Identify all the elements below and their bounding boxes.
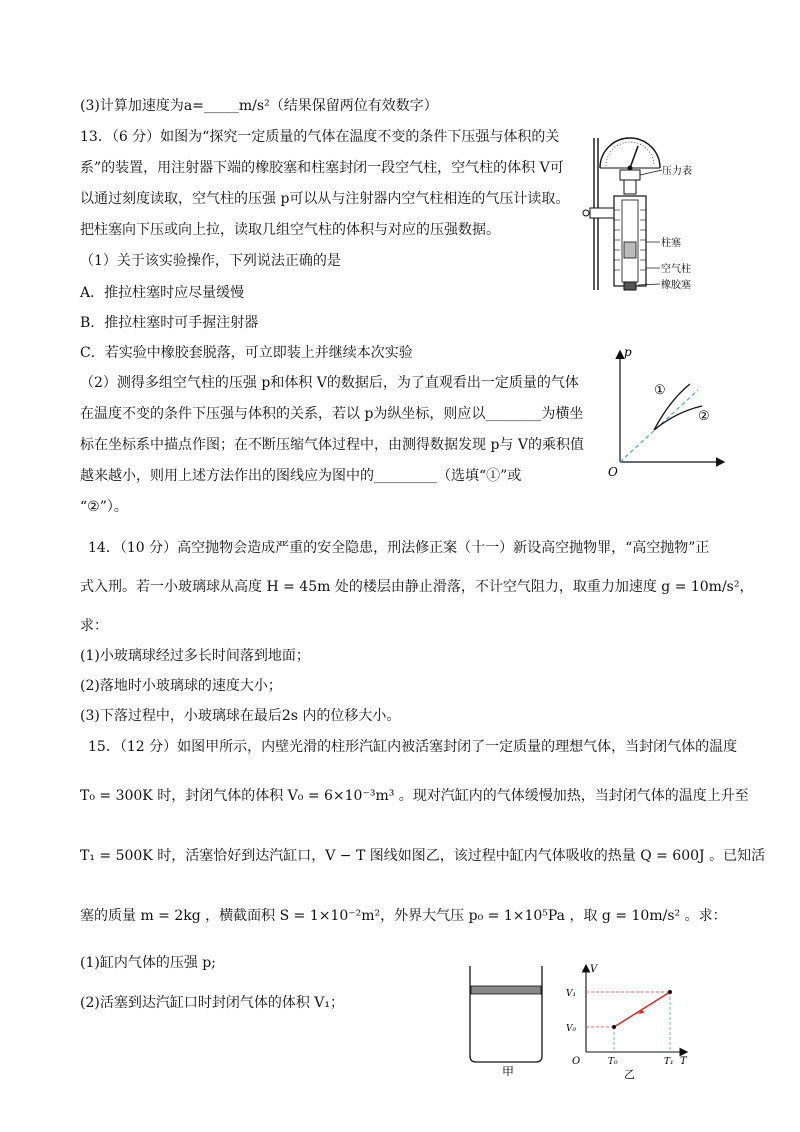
q13-part2-line5: “②”）。 <box>80 499 128 515</box>
q13-option-c: C．若实验中橡胶套脱落，可立即装上并继续本次实验 <box>80 345 413 361</box>
q13-stem-line3: 以通过刻度读取，空气柱的压强 p可以从与注射器内空气柱相连的气压计读取。 <box>80 191 570 207</box>
q15-stem-line3: T₁ = 500K 时，活塞恰好到达汽缸口，V − T 图线如图乙，该过程中缸内气体吸收的热量 Q = 600J 。已知活 <box>80 848 766 864</box>
vt-x-axis-label: T <box>680 1056 687 1067</box>
vt-v0-label: V₀ <box>566 1024 577 1034</box>
q15-stem-line2: T₀ = 300K 时，封闭气体的体积 V₀ = 6×10⁻³m³ 。现对汽缸内的气体缓慢加热，当封闭气体的温度上升至 <box>80 788 749 804</box>
q13-stem-line1: 13．（6 分）如图为“探究一定质量的气体在温度不变的条件下压强与体积的关 <box>80 129 560 145</box>
fig-jia-caption: 甲 <box>502 1065 515 1076</box>
vt-v1-label: V₁ <box>566 989 577 999</box>
plunger-label: 柱塞 <box>661 238 681 249</box>
q13-part2-line3: 标在坐标系中描点作图；在不断压缩气体过程中，由测得数据发现 p与 V的乘积值 <box>80 437 584 453</box>
pv-origin-label: O <box>608 465 618 479</box>
q13-part2-line4: 越来越小，则用上述方法作出的图线应为图中的_________（选填“①”或 <box>80 468 522 484</box>
curve-1-label: ① <box>654 383 666 398</box>
q13-part1: （1）关于该实验操作，下列说法正确的是 <box>80 253 341 269</box>
rubber-stopper-label: 橡胶塞 <box>661 280 691 291</box>
q13-stem-line4: 把柱塞向下压或向上拉，读取几组空气柱的体积与对应的压强数据。 <box>80 222 500 238</box>
q14-part1: (1)小玻璃球经过多长时间落到地面； <box>80 648 310 664</box>
q13-option-a: A．推拉柱塞时应尽量缓慢 <box>80 285 245 301</box>
pv-graph-figure <box>598 342 728 482</box>
q13-stem-line2: 系”的装置，用注射器下端的橡胶塞和柱塞封闭一段空气柱，空气柱的体积 V可 <box>80 160 564 176</box>
q14-part2: (2)落地时小玻璃球的速度大小； <box>80 678 282 694</box>
q14-stem-line2: 式入刑。若一小玻璃球从高度 H = 45m 处的楼层由静止滑落，不计空气阻力，取重力加速度 g = 10m/s²， <box>80 579 754 595</box>
q15-stem-line1: 15．（12 分）如图甲所示，内壁光滑的柱形汽缸内被活塞封闭了一定质量的理想气体，当封闭气体的温度 <box>88 739 738 755</box>
q14-part3: (3)下落过程中，小玻璃球在最后2s 内的位移大小。 <box>80 708 401 724</box>
curve-2-label: ② <box>698 409 710 424</box>
q15-part1: (1)缸内气体的压强 p; <box>80 955 216 971</box>
syringe-apparatus-figure <box>578 130 708 305</box>
fig-yi-caption: 乙 <box>624 1068 635 1080</box>
q15-stem-line4: 塞的质量 m = 2kg ，横截面积 S = 1×10⁻²m²，外界大气压 p₀ = 1×10⁵Pa ，取 g = 10m/s² 。求： <box>80 908 727 924</box>
vt-origin-label: O <box>572 1056 581 1067</box>
q15-part2: (2)活塞到达汽缸口时封闭气体的体积 V₁； <box>80 995 345 1011</box>
pv-y-axis-label: p <box>624 345 632 359</box>
q13-option-b: B．推拉柱塞时可手握注射器 <box>80 315 259 331</box>
cylinder-figure <box>462 966 552 1076</box>
q13-part2-line1: （2）测得多组空气柱的压强 p和体积 V的数据后，为了直观看出一定质量的气体 <box>80 375 579 391</box>
q12-part3: (3)计算加速度为a=_____m/s²（结果保留两位有效数字） <box>80 98 438 114</box>
vt-graph-figure <box>562 960 692 1080</box>
vt-t0-label: T₀ <box>608 1057 618 1067</box>
q14-ask: 求： <box>80 618 108 634</box>
air-column-label: 空气柱 <box>661 264 691 275</box>
q13-part2-line2: 在温度不变的条件下压强与体积的关系，若以 p为纵坐标，则应以________为横坐 <box>80 406 584 422</box>
q14-stem-line1: 14．（10 分）高空抛物会造成严重的安全隐患，刑法修正案（十一）新设高空抛物罪，“高空抛物”正 <box>88 540 710 556</box>
vt-t1-label: T₁ <box>664 1057 674 1067</box>
vt-y-axis-label: V <box>590 964 598 975</box>
gauge-label: 压力表 <box>662 166 692 177</box>
